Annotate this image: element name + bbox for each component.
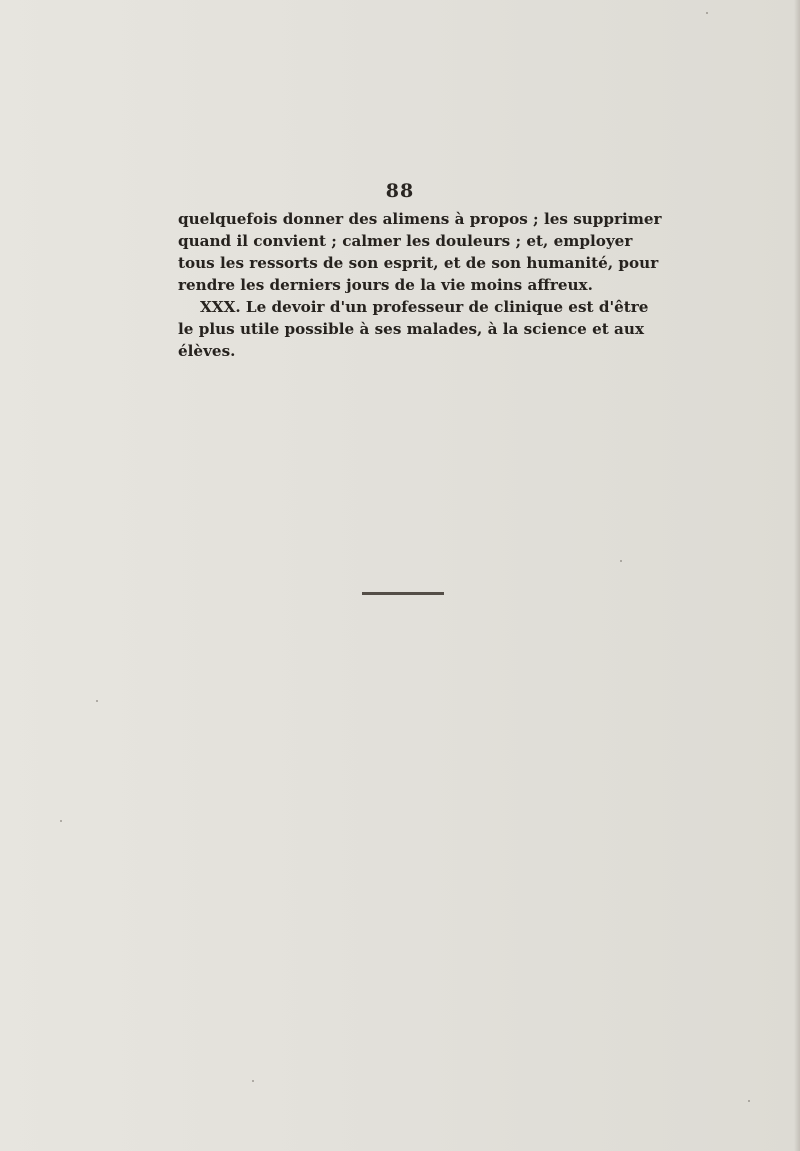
text-line: rendre les derniers jours de la vie moins affreux. bbox=[178, 276, 593, 294]
paper-speck bbox=[60, 820, 62, 822]
text-line: quelquefois donner des alimens à propos ; les supprimer bbox=[178, 210, 662, 228]
paper-speck bbox=[748, 1100, 750, 1102]
text-line: XXX. Le devoir d'un professeur de clinique est d'être bbox=[200, 298, 649, 316]
end-rule-divider bbox=[362, 592, 444, 595]
paragraph-article-xxx bbox=[178, 296, 649, 362]
text-line: élèves. bbox=[178, 342, 236, 360]
text-line: tous les ressorts de son esprit, et de son humanité, pour bbox=[178, 254, 659, 272]
paper-speck bbox=[620, 560, 622, 562]
text-line: quand il convient ; calmer les douleurs ; et, employer bbox=[178, 232, 633, 250]
paper-speck bbox=[252, 1080, 254, 1082]
paper-speck bbox=[706, 12, 708, 14]
paragraph-continuation bbox=[178, 208, 662, 296]
page-edge-shadow bbox=[794, 0, 800, 1151]
page-body-text bbox=[178, 208, 662, 362]
paper-speck bbox=[96, 700, 98, 702]
text-line: le plus utile possible à ses malades, à la science et aux bbox=[178, 320, 644, 338]
page-number: 88 bbox=[385, 180, 415, 202]
